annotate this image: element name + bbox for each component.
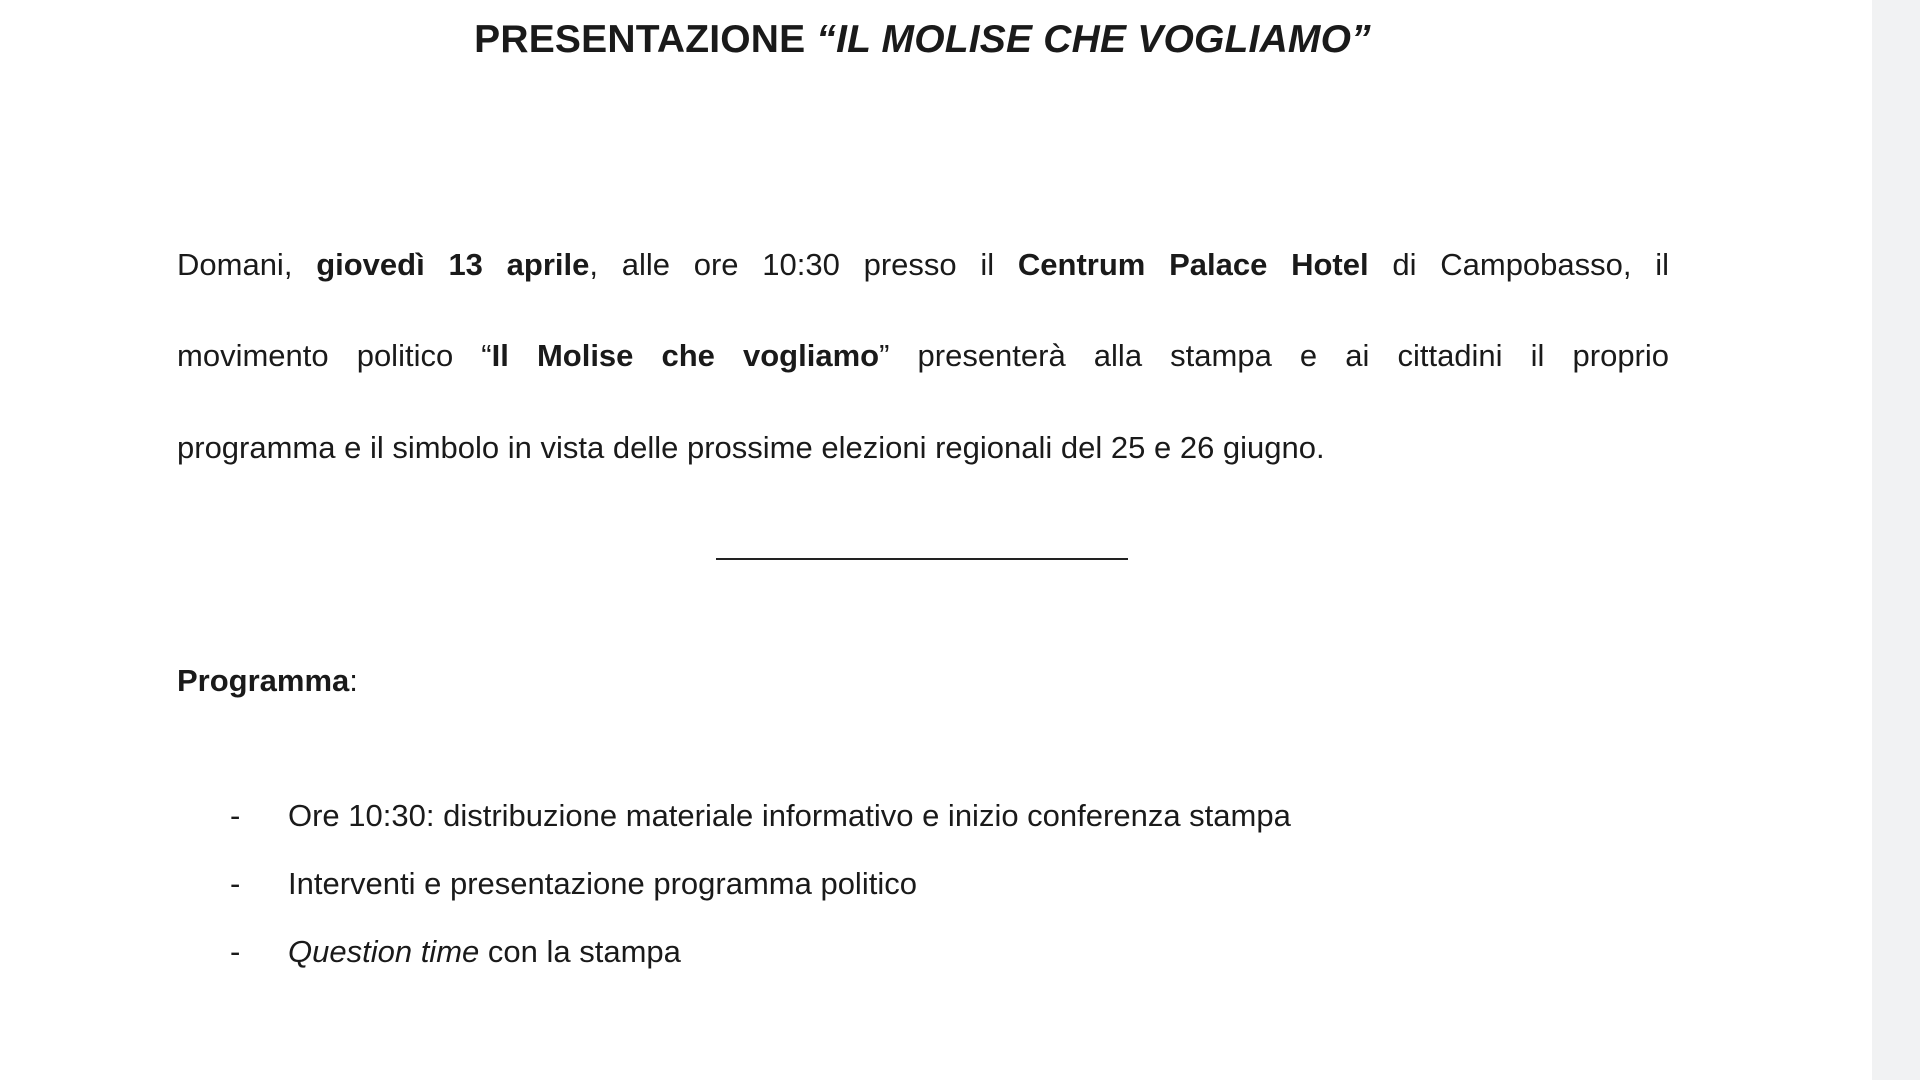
- event-venue: Centrum Palace Hotel: [1017, 247, 1369, 282]
- title-prefix: PRESENTAZIONE: [474, 18, 817, 61]
- list-item-text: [288, 931, 681, 973]
- programma-heading-label: Programma: [177, 663, 350, 698]
- intro-text: movimento politico “: [177, 338, 492, 373]
- list-item-label: Interventi e presentazione programma politico: [288, 866, 917, 901]
- list-dash: -: [230, 866, 241, 901]
- title-movement-name: “IL MOLISE CHE VOGLIAMO”: [816, 18, 1371, 61]
- event-date: giovedì 13 aprile: [316, 247, 590, 282]
- intro-text: di Campobasso, il: [1368, 247, 1670, 282]
- section-divider: [716, 558, 1128, 560]
- programma-heading: [177, 660, 358, 702]
- programma-heading-colon: :: [349, 663, 358, 698]
- intro-paragraph-line-1: [177, 244, 1669, 286]
- intro-text: programma e il simbolo in vista delle prossime elezioni regionali del 25 e 26 giugno.: [177, 430, 1325, 465]
- list-dash: -: [230, 798, 241, 833]
- document-title: [0, 18, 1845, 62]
- intro-paragraph-line-3: [177, 427, 1669, 469]
- intro-text: Domani,: [177, 247, 317, 282]
- movement-name: Il Molise che vogliamo: [491, 338, 880, 373]
- list-item-italic-label: Question time: [288, 934, 480, 969]
- list-item-text: [288, 795, 1291, 837]
- list-item-label: con la stampa: [479, 934, 681, 969]
- list-item-text: [288, 863, 917, 905]
- list-dash: -: [230, 934, 241, 969]
- viewer-right-gutter: [1872, 0, 1920, 1080]
- intro-paragraph-line-2: [177, 335, 1669, 377]
- list-item-label: Ore 10:30: distribuzione materiale informativo e inizio conferenza stampa: [288, 798, 1291, 833]
- intro-text: , alle ore 10:30 presso il: [589, 247, 1018, 282]
- intro-text: ” presenterà alla stampa e ai cittadini il proprio: [879, 338, 1670, 373]
